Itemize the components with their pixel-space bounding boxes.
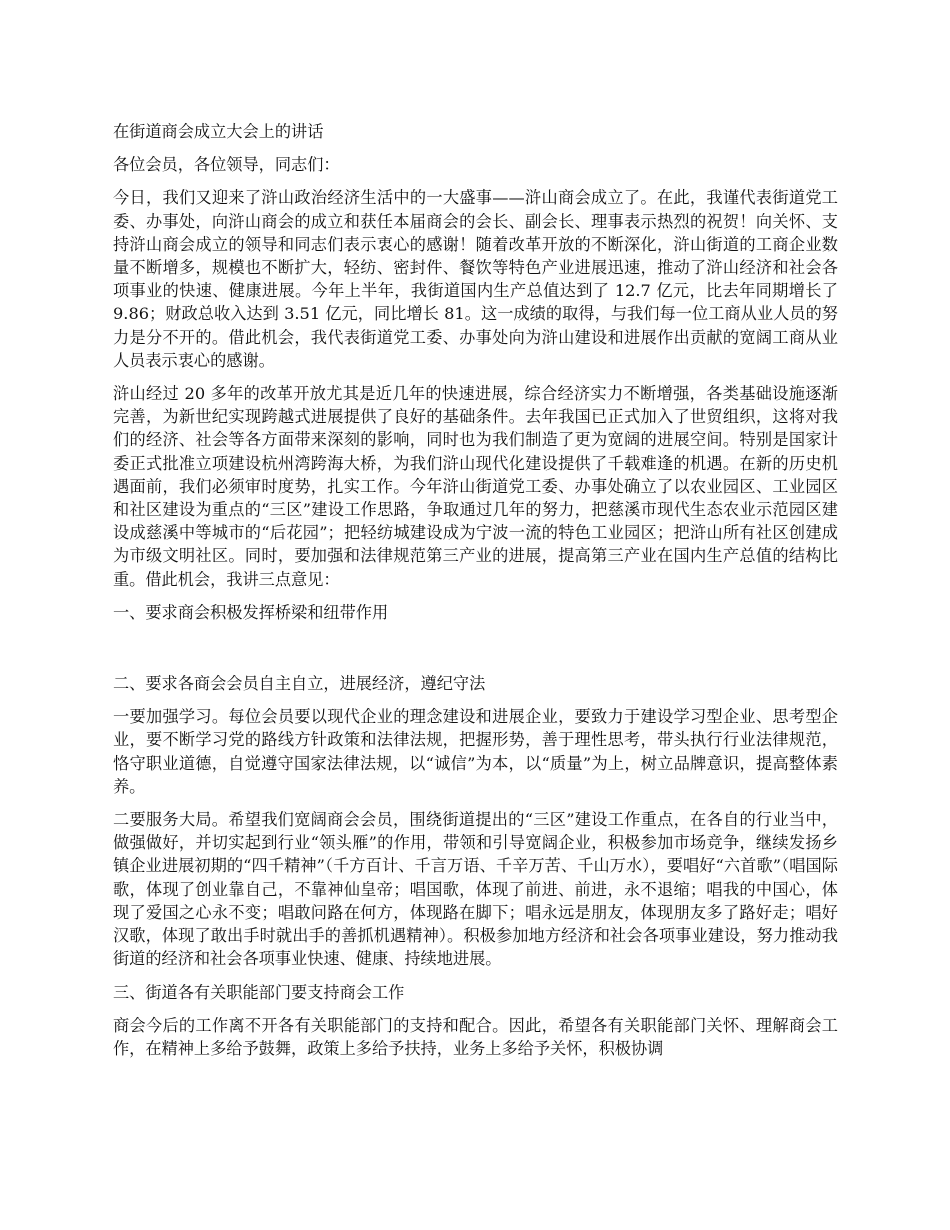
salutation: 各位会员，各位领导，同志们： (113, 155, 340, 175)
section-heading-2: 二、要求各商会会员自主自立，进展经济，遵纪守法 (113, 674, 486, 694)
body-paragraph: 浒山经过 20 多年的改革开放尤其是近几年的快速进展，综合经济实力不断增强，各类基础设施逐渐完善，为新世纪实现跨越式进展提供了良好的基础条件。去年我国已正式加入了世贸组织，这将对我们的经济、社会等各方面带来深刻的影响，同时也为我们制造了更为宽阔的进展空间。特别是国家计委正式批准立项建设杭州湾跨海大桥，为我们浒山现代化建设提供了千载难逢的机遇。在新的历史机遇面前，我们必须审时度势，扎实工作。今年浒山街道党工委、办事处确立了以农业园区、工业园区和社区建设为重点的“三区”建设工作思路，争取通过几年的努力，把慈溪市现代生态农业示范园区建设成慈溪中等城市的“后花园”；把轻纺城建设成为宁波一流的特色工业园区；把浒山所有社区创建成为市级文明社区。同时，要加强和法律规范第三产业的进展，提高第三产业在国内生产总值的结构比重。借此机会，我讲三点意见： (113, 384, 838, 589)
body-paragraph: 二要服务大局。希望我们宽阔商会会员，围绕街道提出的“三区”建设工作重点，在各自的行业当中，做强做好，并切实起到行业“领头雁”的作用，带领和引导宽阔企业，积极参加市场竞争，继续发扬乡镇企业进展初期的“四千精神”（千方百计、千言万语、千辛万苦、千山万水），要唱好“六首歌”（唱国际歌，体现了创业靠自己，不靠神仙皇帝；唱国歌，体现了前进、前进，永不退缩；唱我的中国心，体现了爱国之心永不变；唱敢问路在何方，体现路在脚下；唱永远是朋友，体现朋友多了路好走；唱好汉歌，体现了敢出手时就出手的善抓机遇精神）。积极参加地方经济和社会各项事业建设，努力推动我街道的经济和社会各项事业快速、健康、持续地进展。 (113, 810, 838, 969)
document-page (113, 120, 838, 1070)
section-heading-1: 一、要求商会积极发挥桥梁和纽带作用 (113, 602, 389, 622)
body-paragraph: 今日，我们又迎来了浒山政治经济生活中的一大盛事——浒山商会成立了。在此，我谨代表街道党工委、办事处，向浒山商会的成立和获任本届商会的会长、副会长、理事表示热烈的祝贺！向关怀、支持浒山商会成立的领导和同志们表示衷心的感谢！随着改革开放的不断深化，浒山街道的工商企业数量不断增多，规模也不断扩大，轻纺、密封件、餐饮等特色产业进展迅速，推动了浒山经济和社会各项事业的快速、健康进展。今年上半年，我街道国内生产总值达到了 12.7 亿元，比去年同期增长了 9.86；财政总收入达到 3.51 亿元，同比增长 81。这一成绩的取得，与我们每一位工商从业人员的努力是分不开的。借此机会，我代表街道党工委、办事处向为浒山建设和进展作出贡献的宽阔工商从业人员表示衷心的感谢。 (113, 188, 838, 370)
body-paragraph: 商会今后的工作离不开各有关职能部门的支持和配合。因此，希望各有关职能部门关怀、理解商会工作，在精神上多给予鼓舞，政策上多给予扶持，业务上多给予关怀，积极协调 (113, 1015, 838, 1058)
document-title: 在街道商会成立大会上的讲话 (113, 122, 324, 141)
section-heading-3: 三、街道各有关职能部门要支持商会工作 (113, 982, 405, 1002)
body-paragraph: 一要加强学习。每位会员要以现代企业的理念建设和进展企业，要致力于建设学习型企业、思考型企业，要不断学习党的路线方针政策和法律法规，把握形势，善于理性思考，带头执行行业法律规范，恪守职业道德，自觉遵守国家法律法规，以“诚信”为本，以“质量”为上，树立品牌意识，提高整体素养。 (113, 707, 838, 796)
